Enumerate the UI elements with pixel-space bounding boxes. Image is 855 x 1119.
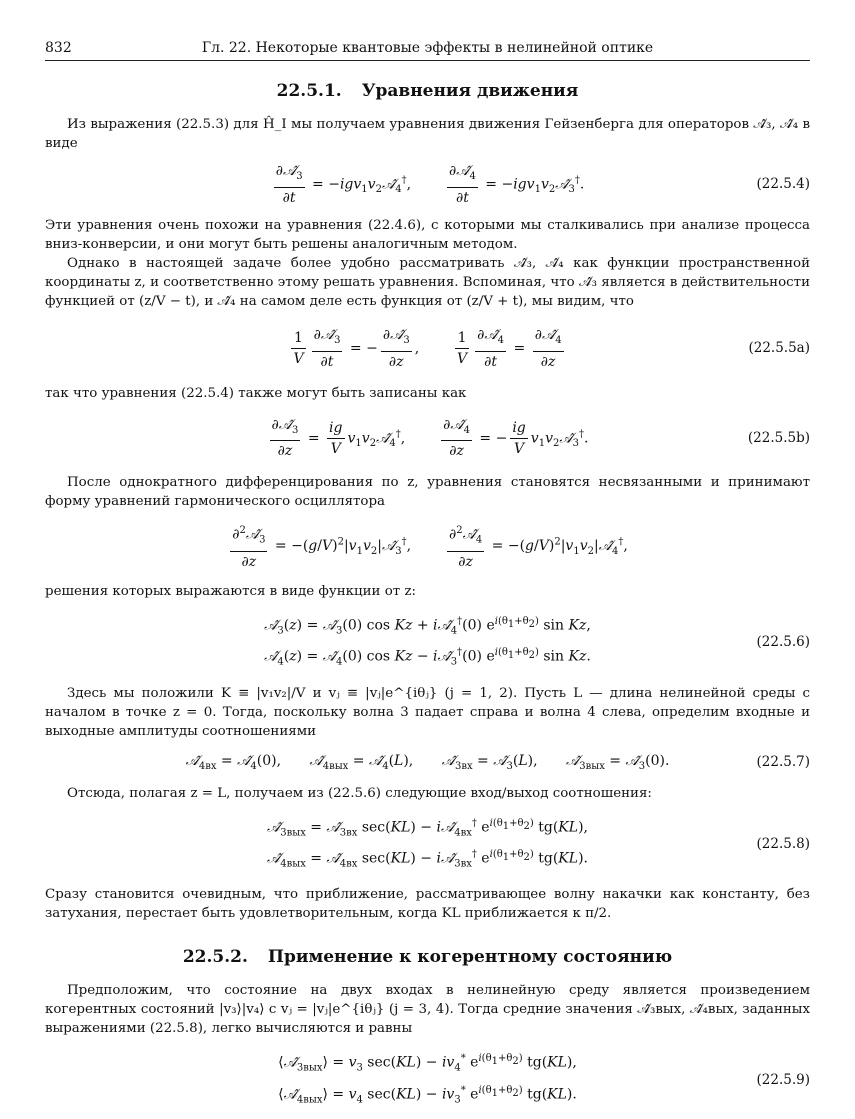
equation-body: $\frac{\partial 𝒜̂_3}{\partial z}$ = $\frac{ig}{V}$ $v_1v_2𝒜̂_4^\dagger$, $\frac{\partial 𝒜̂_4}{\partial z}$ = − $\frac{ig}{V}$ $v_1v_2𝒜̂_3^\dagger$. — [271, 416, 589, 460]
equation-number: (22.5.4) — [756, 176, 810, 193]
equation-22-5-9 — [45, 1048, 810, 1111]
equation-body: $\frac{\partial^2𝒜̂_3}{\partial z}$ = $-(g/V)^2|v_1v_2|𝒜̂_3^\dagger$, $\frac{\partial^2𝒜̂_4}{\partial z}$ = $-(g/V)^2|v_1v_2|𝒜̂_4^\dagger$, — [45, 521, 810, 571]
paragraph-6: решения которых выражаются в виде функции от z: — [45, 583, 417, 599]
page — [45, 40, 810, 1119]
equation-22-5-7 — [45, 753, 810, 772]
section-number-1: 22.5.1. — [276, 81, 342, 101]
section-heading-1 — [45, 81, 810, 101]
equation-number: (22.5.9) — [756, 1071, 810, 1088]
equation-22-5-8 — [45, 813, 810, 876]
page-number: 832 — [45, 40, 72, 56]
running-header — [45, 40, 810, 61]
equation-body: $𝒜̂_{4вх}$ = $𝒜̂_4(0)$, $𝒜̂_{4вых}$ = $𝒜̂_4(L)$, $𝒜̂_{3вх}$ = $𝒜̂_3(L)$, $𝒜̂_{3вых}$ = $𝒜̂_3(0)$. — [185, 752, 670, 772]
section-heading-2 — [45, 947, 810, 967]
equation-body: $𝒜̂_3(z)$ = $𝒜̂_3(0)$ $\cos Kz + i𝒜̂_4^\dagger(0)$ $e^{i(\theta_1+\theta_2)}$ sin Kz, $𝒜̂_4(z)$ = $𝒜̂_4(0)$ $\cos Kz - i𝒜̂_3^\dagger(0)$ $e^{i(\theta_1+\theta_2)}$ sin Kz. — [264, 615, 591, 668]
paragraph-2: Эти уравнения очень похожи на уравнения (22.4.6), с которыми мы сталкивались при анализе процесса вниз-конверсии, и они могут быть решены аналогичным методом. — [45, 217, 810, 252]
equation-22-5-5a — [45, 325, 810, 372]
equation-number: (22.5.5b) — [747, 429, 810, 446]
paragraph-8: Отсюда, полагая z = L, получаем из (22.5.6) следующие вход/выход соотношения: — [67, 785, 652, 801]
paragraph-9: Сразу становится очевидным, что приближение, рассматривающее волну накачки как константу, без затухания, перестает быть удовлетворительным, когда KL приближается к π/2. — [45, 887, 810, 922]
equation-22-5-6 — [45, 611, 810, 674]
paragraph-1: Из выражения (22.5.3) для Ĥ_I мы получаем уравнения движения Гейзенберга для операторов 𝒜̂₃, 𝒜̂₄ в виде — [45, 117, 810, 151]
running-title: Гл. 22. Некоторые квантовые эффекты в нелинейной оптике — [201, 40, 654, 56]
paragraph-10: Предположим, что состояние на двух входах в нелинейную среду является произведением когерентных состояний |v₃⟩|v₄⟩ с vⱼ = |vⱼ|e^{iθⱼ} (j = 3, 4). Тогда средние значения 𝒜̂₃вых, 𝒜̂₄вых, заданных выражениями (22.5.8), легко вычисляются и равны — [45, 983, 810, 1037]
equation-body: $⟨𝒜̂_{3вых}⟩ = v_3$ $\sec(KL) - iv_4^*$ $e^{i(\theta_1+\theta_2)}$ tg(KL), $⟨𝒜̂_{4вых}⟩ = v_4$ $\sec(KL) - iv_3^*$ $e^{i(\theta_1+\theta_2)}$ tg(KL). — [278, 1053, 577, 1106]
paragraph-7: Здесь мы положили K ≡ |v₁v₂|/V и vⱼ ≡ |vⱼ|e^{iθⱼ} (j = 1, 2). Пусть L — длина нелинейной среды с началом в точке z = 0. Тогда, поскольку волна 3 падает справа и волна 4 слева, определим входные и выходные амплитуды соотношениями — [45, 685, 810, 739]
equation-22-5-4 — [45, 161, 810, 208]
equation-number: (22.5.5a) — [748, 340, 810, 357]
section-title-2: Применение к когерентному состоянию — [267, 947, 673, 968]
equation-22-5-5b — [45, 415, 810, 462]
equation-body: $\frac{1}{V}$ $\frac{\partial 𝒜̂_3}{\partial t}$ = − $\frac{\partial 𝒜̂_3}{\partial z}$ , $\frac{1}{V}$ $\frac{\partial 𝒜̂_4}{\partial t}$ = $\frac{\partial 𝒜̂_4}{\partial z}$ — [293, 326, 562, 370]
paragraph-4: так что уравнения (22.5.4) также могут быть записаны как — [45, 385, 467, 401]
equation-harmonic-oscillator — [45, 521, 810, 571]
equation-number: (22.5.8) — [756, 836, 810, 852]
paragraph-5: После однократного дифференцирования по z, уравнения становятся несвязанными и принимают форму уравнений гармонического осциллятора — [45, 475, 810, 510]
equation-body: $\frac{\partial 𝒜̂_3}{\partial t}$ = $-igv_1v_2𝒜̂_4^\dagger$, $\frac{\partial 𝒜̂_4}{\partial t}$ = $-igv_1v_2𝒜̂_3^\dagger$. — [275, 163, 585, 206]
equation-body: $𝒜̂_{3вых}$ = $𝒜̂_{3вх}$ $\sec(KL) - i𝒜̂_{4вх}^\dagger$ $e^{i(\theta_1+\theta_2)}$ tg(KL), $𝒜̂_{4вых}$ = $𝒜̂_{4вх}$ $\sec(KL) - i𝒜̂_{3вх}^\dagger$ $e^{i(\theta_1+\theta_2)}$ tg(KL). — [267, 817, 588, 870]
equation-number: (22.5.7) — [756, 754, 810, 771]
section-number-2: 22.5.2. — [182, 947, 248, 968]
equation-number: (22.5.6) — [756, 634, 810, 651]
section-title-1: Уравнения движения — [361, 81, 579, 101]
paragraph-3: Однако в настоящей задаче более удобно рассматривать 𝒜̂₃, 𝒜̂₄ как функции пространственной координаты z, и соответственно этому решать уравнения. Вспоминая, что 𝒜̂₃ является в действительности функцией от (z/V − t), и 𝒜̂₄ на самом деле есть функция от (z/V + t), мы видим, что — [45, 255, 810, 309]
